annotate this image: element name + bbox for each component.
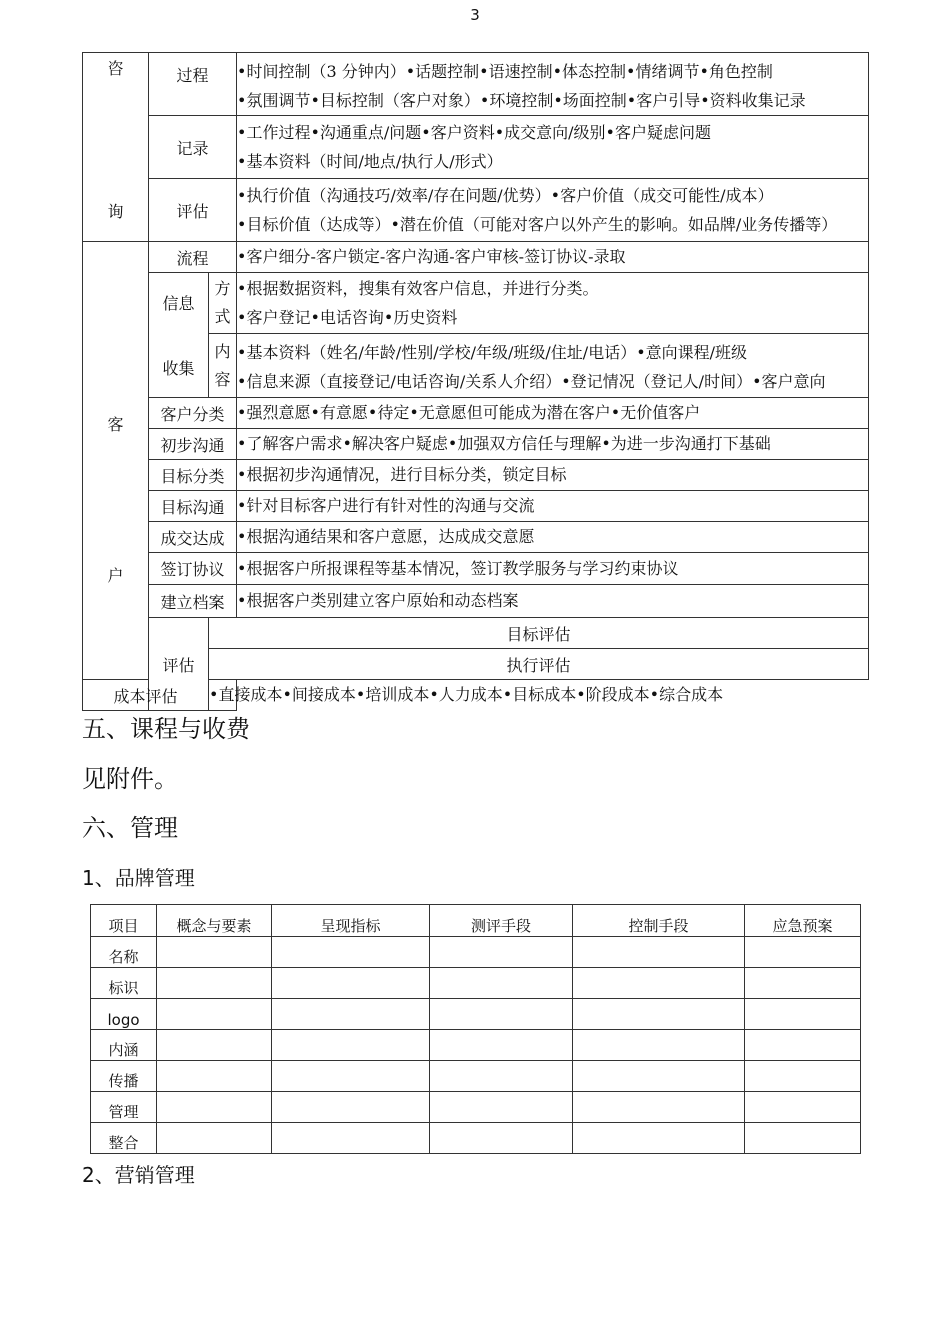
header-cell: 概念与要素: [157, 905, 272, 937]
row-label: 流程: [149, 242, 237, 273]
header-cell: 应急预案: [745, 905, 861, 937]
consult-section-label: 咨 询: [83, 53, 149, 242]
method-label: 方 式: [209, 273, 237, 334]
header-cell: 测评手段: [430, 905, 573, 937]
table-row: 传播: [91, 1061, 861, 1092]
evaluation-section-label: 评估: [149, 618, 209, 711]
row-label: 初步沟通: [149, 429, 237, 460]
row-label: 成交达成: [149, 522, 237, 553]
table-row: logo: [91, 999, 861, 1030]
consultation-table: [82, 52, 869, 711]
row-label: 签订协议: [149, 553, 237, 585]
section-heading-five: 五、课程与收费: [82, 715, 250, 743]
customer-section-label: 客 户: [83, 242, 149, 680]
section-heading-six: 六、管理: [82, 814, 178, 842]
row-label: 建立档案: [149, 585, 237, 618]
brand-management-table: [90, 904, 861, 1154]
row-content: •根据数据资料，搜集有效客户信息，并进行分类。 •客户登记•电话咨询•历史资料: [237, 273, 869, 334]
row-content: •时间控制（3 分钟内）•话题控制•语速控制•体态控制•情绪调节•角色控制 •氛围调节•目标控制（客户对象）•环境控制•场面控制•客户引导•资料收集记录: [237, 53, 869, 116]
row-content: •执行价值（沟通技巧/效率/存在问题/优势）•客户价值（成交可能性/成本） •目标价值（达成等）•潜在价值（可能对客户以外产生的影响。如品牌/业务传播等）: [237, 179, 869, 242]
row-label: 目标沟通: [149, 491, 237, 522]
row-label: 目标分类: [149, 460, 237, 491]
row-content: •强烈意愿•有意愿•待定•无意愿但可能成为潜在客户•无价值客户: [237, 398, 869, 429]
row-content: •客户细分-客户锁定-客户沟通-客户审核-签订协议-录取: [237, 242, 869, 273]
row-label: 记录: [149, 116, 237, 179]
page-number: 3: [470, 6, 480, 24]
table-row: 内涵: [91, 1030, 861, 1061]
table-row: 标识: [91, 968, 861, 999]
table-row: 整合: [91, 1123, 861, 1154]
row-content: •根据客户类别建立客户原始和动态档案: [237, 585, 869, 618]
header-cell: 项目: [91, 905, 157, 937]
row-label: 评估: [149, 179, 237, 242]
row-content: •基本资料（姓名/年龄/性别/学校/年级/班级/住址/电话）•意向课程/班级 •信息来源（直接登记/电话咨询/关系人介绍）•登记情况（登记人/时间）•客户意向: [237, 334, 869, 398]
subheading-brand: 1、品牌管理: [82, 866, 195, 890]
row-content: •直接成本•间接成本•培训成本•人力成本•目标成本•阶段成本•综合成本: [209, 680, 237, 711]
row-content: •根据初步沟通情况，进行目标分类，锁定目标: [237, 460, 869, 491]
section-five-body: 见附件。: [82, 765, 178, 793]
row-content: •根据沟通结果和客户意愿，达成成交意愿: [237, 522, 869, 553]
table-row: 管理: [91, 1092, 861, 1123]
content-label: 内 容: [209, 334, 237, 398]
info-collect-label: 信息 收集: [149, 273, 209, 398]
header-cell: 呈现指标: [272, 905, 430, 937]
row-label: 成本评估: [83, 680, 209, 711]
row-content: •了解客户需求•解决客户疑虑•加强双方信任与理解•为进一步沟通打下基础: [237, 429, 869, 460]
row-content: •根据客户所报课程等基本情况，签订教学服务与学习约束协议: [237, 553, 869, 585]
row-label: 客户分类: [149, 398, 237, 429]
row-content: •工作过程•沟通重点/问题•客户资料•成交意向/级别•客户疑虑问题 •基本资料（时间/地点/执行人/形式）: [237, 116, 869, 179]
header-cell: 控制手段: [573, 905, 745, 937]
subheading-marketing: 2、营销管理: [82, 1163, 195, 1187]
table-row: 名称: [91, 937, 861, 968]
row-label: 过程: [149, 53, 237, 116]
row-label: 执行评估: [209, 649, 869, 680]
row-content: •针对目标客户进行有针对性的沟通与交流: [237, 491, 869, 522]
row-label: 目标评估: [209, 618, 869, 649]
